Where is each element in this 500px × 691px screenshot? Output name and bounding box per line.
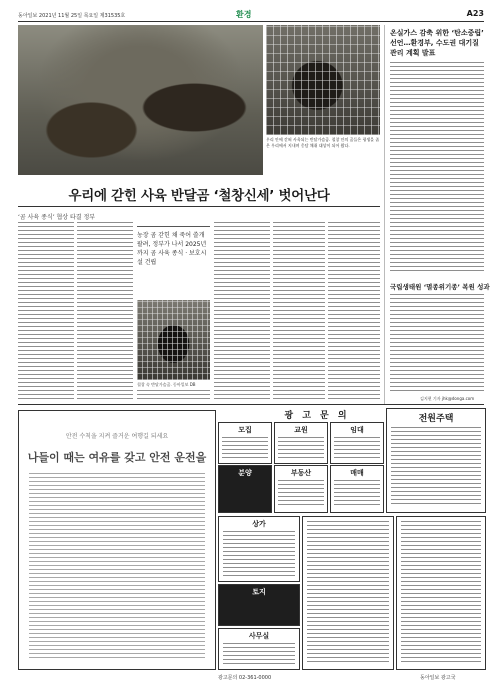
side-article-body: [390, 62, 484, 274]
classified-ad[interactable]: 매매: [330, 465, 384, 513]
classified-ad[interactable]: 전원주택: [386, 408, 486, 513]
ad-section-rule: [18, 404, 484, 405]
article-body-col2: [77, 222, 133, 400]
page-header: [18, 9, 484, 22]
classified-ad[interactable]: 사무실: [218, 628, 300, 670]
public-service-banner: [18, 410, 216, 670]
article-body-col5: [273, 222, 325, 400]
small-photo-caption: 철창 속 반달가슴곰. 동아일보 DB: [137, 382, 196, 387]
article-pullquote: 농장 곰 갇힌 채 죽어 쓸개 팔려, 정부가 나서 2025년까지 곰 사육 종식 · 보호시설 건립: [137, 226, 210, 267]
article-body-col3: [137, 390, 210, 400]
article-body-col1: [18, 222, 74, 400]
article-headline: 우리에 갇힌 사육 반달곰 ‘철창신세’ 벗어난다: [68, 188, 330, 204]
side-article-byline: 김지현 기자 jhk@donga.com: [420, 396, 475, 401]
article-body-col4: [214, 222, 270, 400]
classified-ad[interactable]: 모집: [218, 422, 272, 464]
banner-illustration: [29, 473, 205, 659]
banner-subtext: 안전 수칙을 지켜 즐거운 여행길 되세요: [65, 433, 169, 440]
article-subhead: ‘곰 사육 종식’ 협상 타결 정부: [18, 214, 96, 221]
ad-department: 동아일보 광고국: [420, 675, 456, 681]
column-divider: [384, 25, 385, 405]
classified-ad[interactable]: 분양: [218, 465, 272, 513]
headline-rule: [18, 206, 380, 207]
section-name: 환경: [236, 9, 252, 19]
main-photo-caption: 우리 안에 갇혀 사육되는 반달가슴곰. 철창 안의 곰들은 평생을 좁은 우리에서 지내며 웅담 채취 대상이 되어 왔다.: [266, 137, 380, 148]
banner-headline: 나들이 때는 여유를 갖고 안전 운전을: [27, 451, 207, 464]
caged-bear-photo: [266, 25, 380, 135]
classified-ad[interactable]: 교원: [274, 422, 328, 464]
ad-contact: 광고문의 02-361-0000: [218, 675, 272, 681]
classified-block[interactable]: [302, 516, 394, 670]
classified-ad[interactable]: 부동산: [274, 465, 328, 513]
side-article-subtitle: 국립생태원 ‘멸종위기종’ 복원 성과: [390, 283, 490, 291]
cage-bear-small-photo: [137, 300, 210, 380]
classified-ad[interactable]: 상가: [218, 516, 300, 582]
ad-section-title: 광 고 문 의: [284, 411, 350, 421]
classified-ad[interactable]: 임대: [330, 422, 384, 464]
bears-photo: [18, 25, 263, 175]
side-article-title: 온실가스 감축 위한 ‘탄소중립’ 선언…환경부, 수도권 대기질 관리 계획 발표: [390, 29, 484, 57]
classified-block[interactable]: [396, 516, 486, 670]
article-body-col6: [328, 222, 380, 400]
issue-info: 동아일보 2021년 11월 25일 목요일 제31535호: [18, 13, 126, 19]
side-article-body-2: [390, 294, 484, 392]
classified-ad[interactable]: 토지: [218, 584, 300, 626]
page-number: A23: [466, 9, 484, 18]
